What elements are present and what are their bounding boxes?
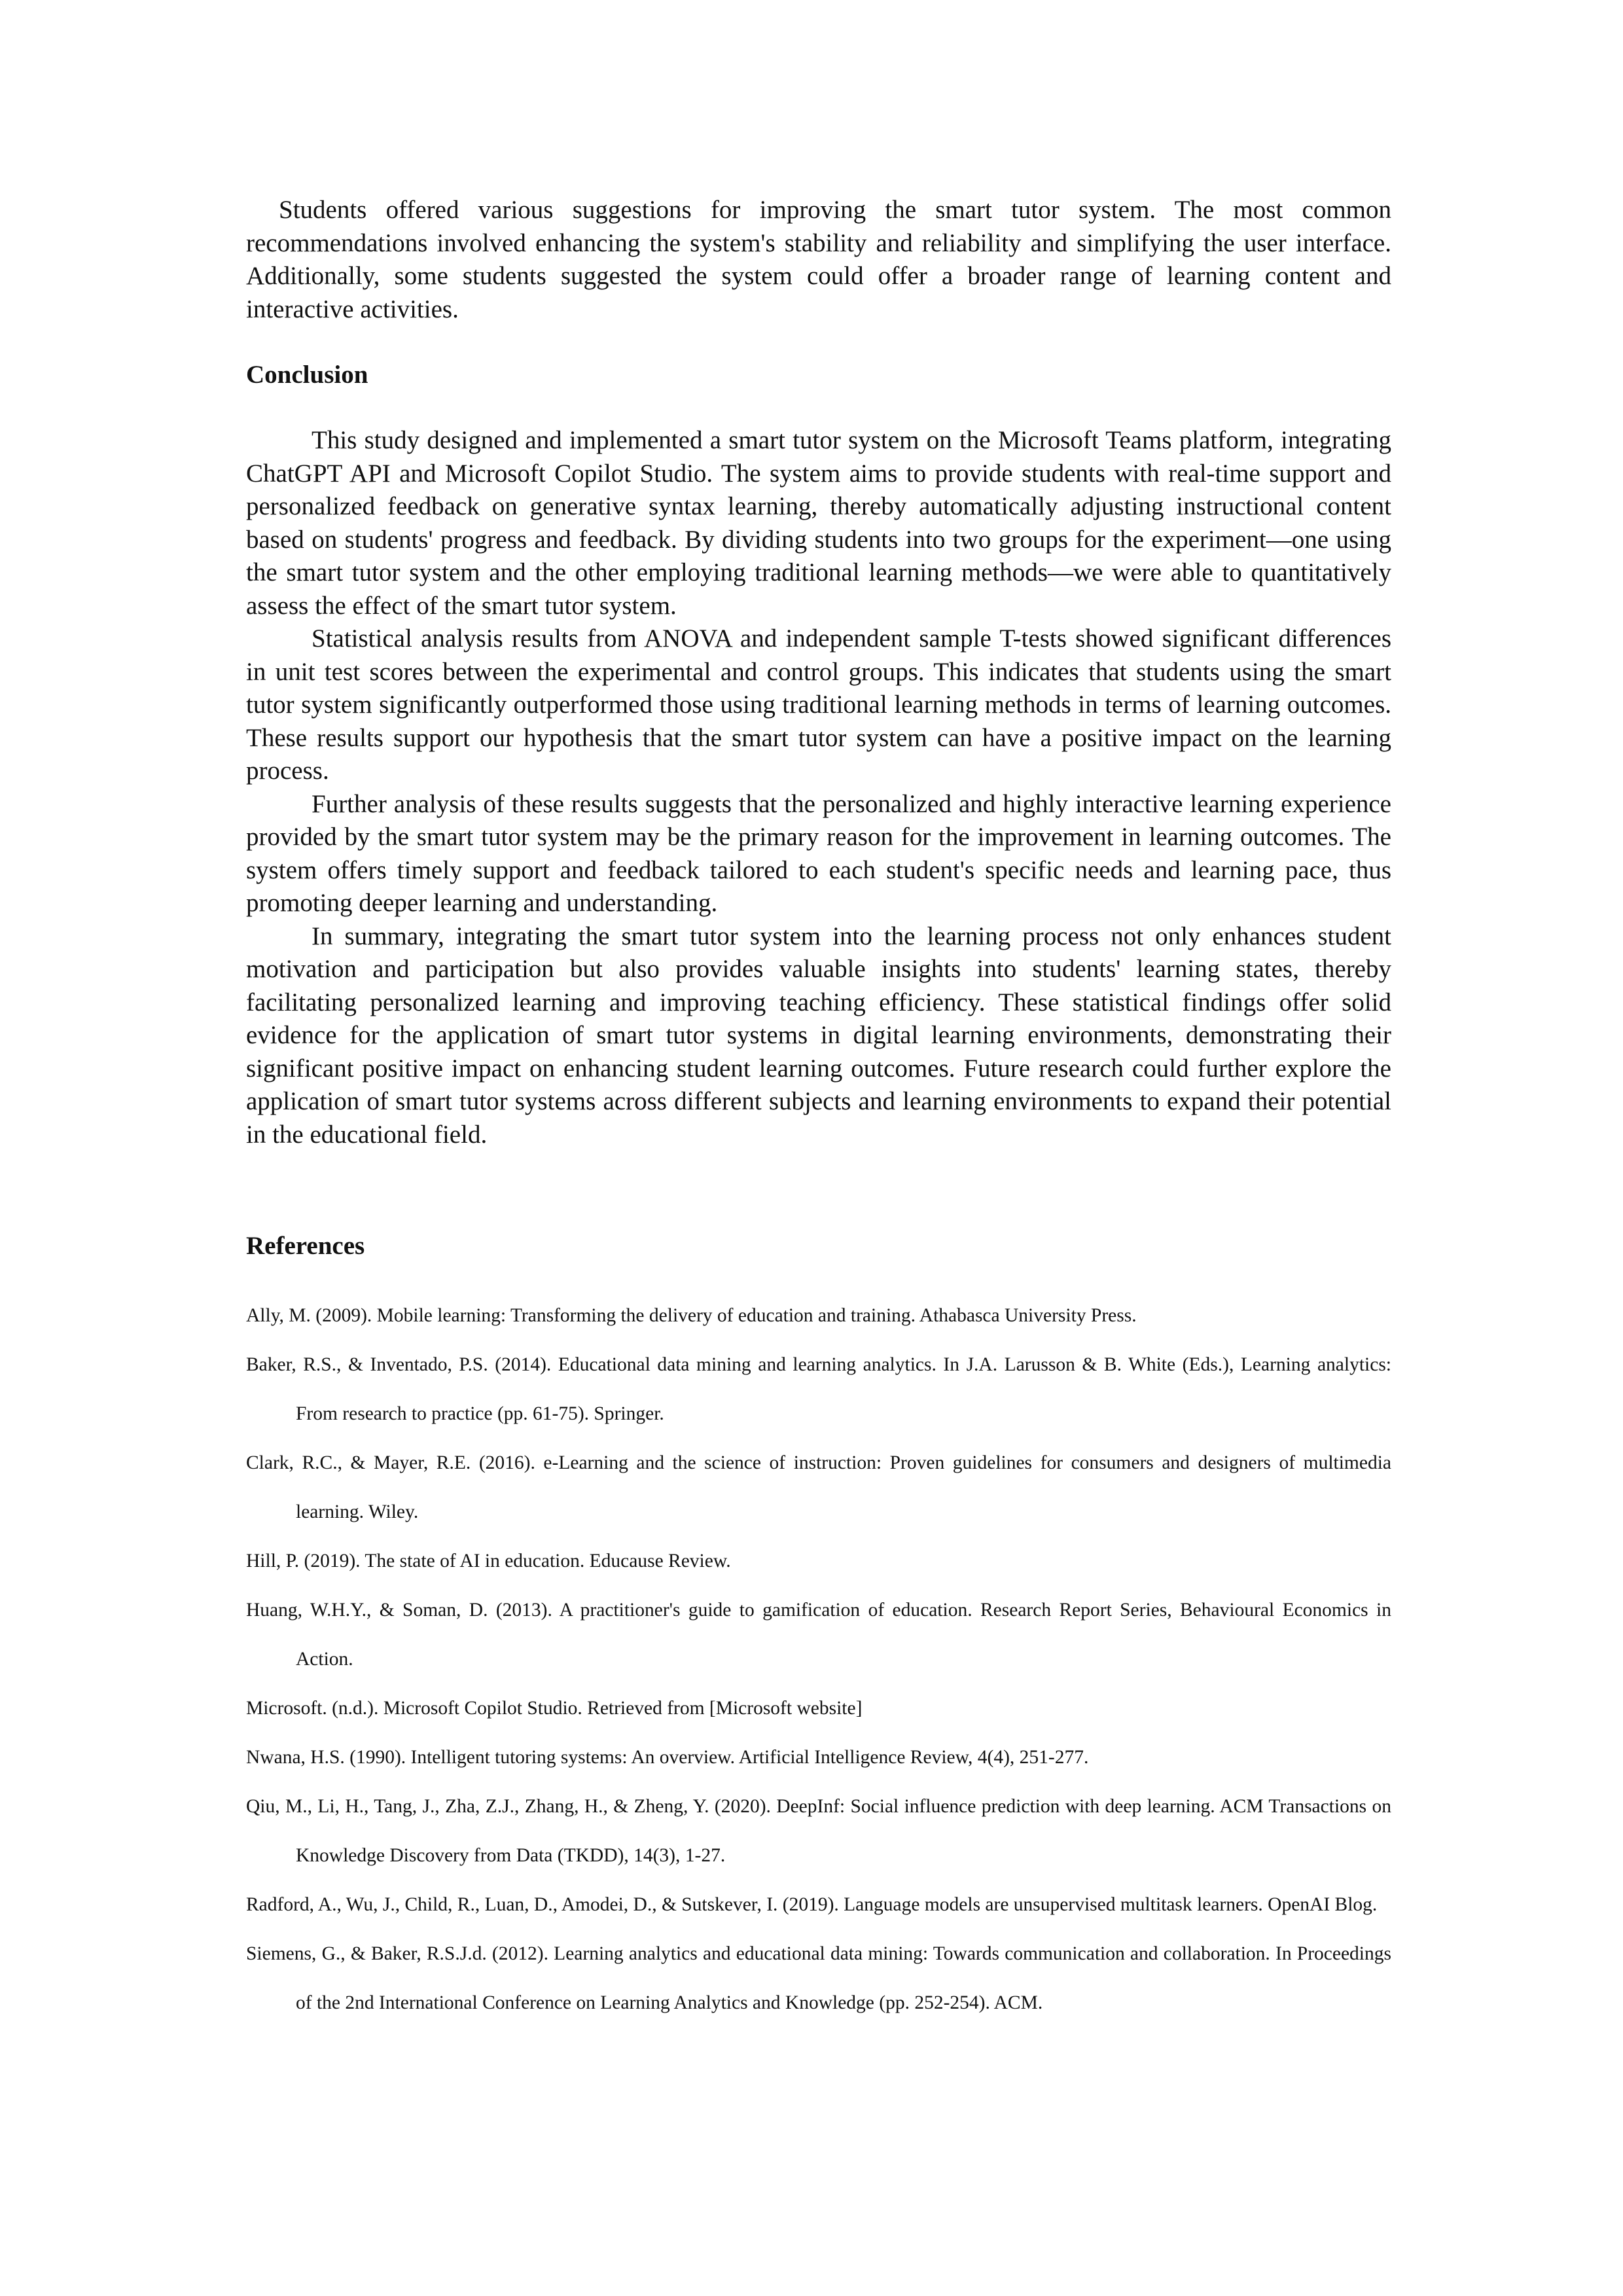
reference-item: Nwana, H.S. (1990). Intelligent tutoring systems: An overview. Artificial Intelligence Review, 4(4), 251-277. [246,1747,1089,1768]
reference-item: Siemens, G., & Baker, R.S.J.d. (2012). Learning analytics and educational data mining: Towards communication and collaboration. In Proceedings of the 2nd International Conference on Learning Analytics and Knowledge (pp. 252-254). ACM. [246,1943,1391,2013]
conclusion-paragraph-2: Statistical analysis results from ANOVA and independent sample T-tests showed significant differences in unit test scores between the experimental and control groups. This indicates that students using the smart tutor system significantly outperformed those using traditional learning methods in terms of learning outcomes. These results support our hypothesis that the smart tutor system can have a positive impact on the learning process. [246,624,1391,785]
conclusion-section [246,359,1391,1151]
reference-item: Microsoft. (n.d.). Microsoft Copilot Studio. Retrieved from [Microsoft website] [246,1698,863,1719]
conclusion-paragraph-1: This study designed and implemented a smart tutor system on the Microsoft Teams platform, integrating ChatGPT API and Microsoft Copilot Studio. The system aims to provide students with real-time support and personalized feedback on generative syntax learning, thereby automatically adjusting instructional content based on students' progress and feedback. By dividing students into two groups for the experiment—one using the smart tutor system and the other employing traditional learning methods—we were able to quantitatively assess the effect of the smart tutor system. [246,426,1391,620]
intro-paragraph: Students offered various suggestions for improving the smart tutor system. The most common recommendations involved enhancing the system's stability and reliability and simplifying the user interface. Additionally, some students suggested the system could offer a broader range of learning content and interactive activities. [246,196,1391,323]
references-section [246,1230,1391,2028]
reference-item: Huang, W.H.Y., & Soman, D. (2013). A practitioner's guide to gamification of education. Research Report Series, Behavioural Economics in Action. [246,1600,1391,1670]
conclusion-paragraph-4: In summary, integrating the smart tutor system into the learning process not only enhances student motivation and participation but also provides valuable insights into students' learning states, thereby facilitating personalized learning and improving teaching efficiency. These statistical findings offer solid evidence for the application of smart tutor systems in digital learning environments, demonstrating their significant positive impact on enhancing student learning outcomes. Future research could further explore the application of smart tutor systems across different subjects and learning environments to expand their potential in the educational field. [246,922,1391,1149]
conclusion-heading: Conclusion [246,361,368,389]
references-heading: References [246,1232,365,1260]
reference-item: Ally, M. (2009). Mobile learning: Transforming the delivery of education and training. Athabasca University Press. [246,1305,1137,1326]
reference-item: Radford, A., Wu, J., Child, R., Luan, D., Amodei, D., & Sutskever, I. (2019). Language models are unsupervised multitask learners. OpenAI Blog. [246,1894,1378,1915]
reference-item: Clark, R.C., & Mayer, R.E. (2016). e-Learning and the science of instruction: Proven guidelines for consumers and designers of multimedia learning. Wiley. [246,1452,1391,1522]
reference-item: Qiu, M., Li, H., Tang, J., Zha, Z.J., Zhang, H., & Zheng, Y. (2020). DeepInf: Social influence prediction with deep learning. ACM Transactions on Knowledge Discovery from Data (TKDD), 14(3), 1-27. [246,1796,1391,1866]
reference-item: Baker, R.S., & Inventado, P.S. (2014). Educational data mining and learning analytics. In J.A. Larusson & B. White (Eds.), Learning analytics: From research to practice (pp. 61-75). Springer. [246,1354,1391,1424]
reference-item: Hill, P. (2019). The state of AI in education. Educause Review. [246,1551,731,1571]
conclusion-paragraph-3: Further analysis of these results suggests that the personalized and highly interactive learning experience provided by the smart tutor system may be the primary reason for the improvement in learning outcomes. The system offers timely support and feedback tailored to each student's specific needs and learning pace, thus promoting deeper learning and understanding. [246,789,1391,917]
document-page [246,194,1391,2028]
reference-list [246,1291,1391,2028]
